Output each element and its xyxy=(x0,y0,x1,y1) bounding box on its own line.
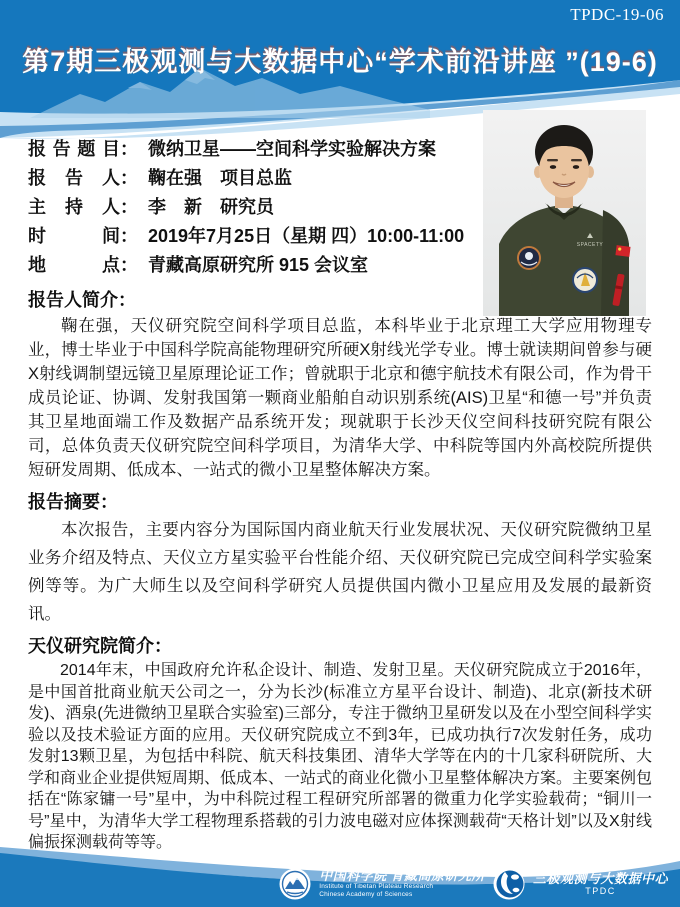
info-row-host: 主 持 人 ： 李 新 研究员 xyxy=(28,193,480,222)
tpdc-globe-icon xyxy=(493,868,525,900)
info-row-venue: 地 点 ： 青藏高原研究所 915 会议室 xyxy=(28,251,480,280)
info-row-speaker: 报 告 人 ： 鞠在强 项目总监 xyxy=(28,164,480,193)
footer-banner xyxy=(0,837,680,907)
tpdc-name: 三极观测与大数据中心 xyxy=(532,870,668,886)
footer-logos xyxy=(279,866,668,902)
info-block xyxy=(28,135,480,280)
tpdc-text-block xyxy=(533,872,668,897)
poster-body xyxy=(0,130,680,854)
info-value: 青藏高原研究所 915 会议室 xyxy=(148,255,369,275)
itp-text-block xyxy=(319,869,485,899)
info-row-time: 时 间 ： 2019年7月25日（星期 四）10:00-11:00 xyxy=(28,222,480,251)
info-label: 报 告 题 目 xyxy=(28,139,120,159)
info-label: 地 点 xyxy=(28,255,120,275)
section-heading: 报告人简介： xyxy=(28,290,136,310)
info-label: 报 告 人 xyxy=(28,168,120,188)
section-abstract xyxy=(28,491,652,628)
info-label: 时 间 xyxy=(28,226,120,246)
section-heading: 报告摘要： xyxy=(28,492,118,512)
section-body: 鞠在强，天仪研究院空间科学项目总监，本科毕业于北京理工大学应用物理专业，博士毕业于中国科学院高能物理研究所硬X射线光学专业。博士就读期间曾参与硬X射线调制望远镜卫星原理论证工作；曾就职于北京和德宇航技术有限公司，作为骨干成员论证、协调、发射我国第一颗商业船舶自动识别系统(AIS)卫星“和德一号”并负责其卫星地面端工作及数据产品系统开发；现就职于长沙天仪空间科技研究院有限公司，总体负责天仪研究院空间科学项目，为清华大学、中科院等国内外高校院所提供短研发周期、低成本、一站式的微小卫星整体解决方案。 xyxy=(28,317,652,479)
section-body: 本次报告，主要内容分为国际国内商业航天行业发展状况、天仪研究院微纳卫星业务介绍及特点、天仪立方星实验平台性能介绍、天仪研究院已完成空间科学实验案例等等。为广大师生以及空间科学研究人员提供国内微小卫星应用及发展的最新资讯。 xyxy=(28,521,652,623)
section-heading: 天仪研究院简介： xyxy=(28,636,172,656)
itp-name: 中国科学院 青藏高原研究所 xyxy=(319,868,485,883)
info-row-topic: 报 告 题 目 ： 微纳卫星——空间科学实验解决方案 xyxy=(28,135,480,164)
itp-sub2: Chinese Academy of Sciences xyxy=(319,891,413,898)
tpdc-abbrev: TPDC xyxy=(585,885,616,896)
page-title: 第7期三极观测与大数据中心“学术前沿讲座 ”(19-6) xyxy=(22,47,658,77)
section-speaker-bio xyxy=(28,289,652,482)
info-value: 2019年7月25日（星期 四）10:00-11:00 xyxy=(148,226,465,246)
itp-logo-icon xyxy=(279,868,311,900)
svg-text:SPACETY: SPACETY xyxy=(576,242,604,248)
info-value: 微纳卫星——空间科学实验解决方案 xyxy=(148,139,436,159)
itp-sub1: Institute of Tibetan Plateau Research xyxy=(319,883,434,890)
info-value: 鞠在强 项目总监 xyxy=(148,168,292,188)
info-label: 主 持 人 xyxy=(28,197,120,217)
doc-code: TPDC-19-06 xyxy=(570,5,664,24)
section-company-intro xyxy=(28,635,652,854)
info-value: 李 新 研究员 xyxy=(148,197,274,217)
section-body: 2014年末，中国政府允许私企设计、制造、发射卫星。天仪研究院成立于2016年，是中国首批商业航天公司之一，分为长沙(标准立方星平台设计、制造)、北京(新技术研发)、酒泉(先进微纳卫星联合实验室)三部分，专注于微纳卫星研发以及在小型空间科学实验以及技术验证方面的应用。天仪研究院成立不到3年，已成功执行7次发射任务，成功发射13颗卫星，为包括中科院、航天科技集团、清华大学等在内的十几家科研院所、大学和商业企业提供短周期、低成本、一站式的商业化微小卫星整体解决方案。主要案例包括在“陈家镛一号”星中，为中科院过程工程研究所部署的微重力化学实验载荷；“铜川一号”星中，为清华大学工程物理系搭载的引力波电磁对应体探测载荷“天格计划”以及X射线偏振探测载荷等等。 xyxy=(28,662,653,851)
